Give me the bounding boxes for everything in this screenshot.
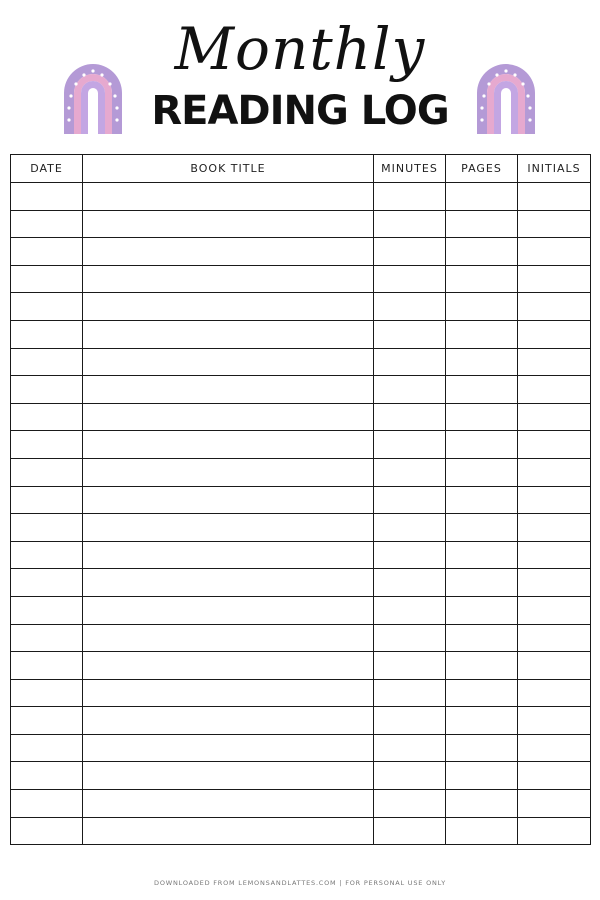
log-cell-date[interactable] (11, 707, 83, 735)
log-cell-date[interactable] (11, 486, 83, 514)
log-cell-minutes[interactable] (374, 790, 446, 818)
log-cell-minutes[interactable] (374, 707, 446, 735)
column-header-book-title: BOOK TITLE (83, 155, 374, 183)
table-row (11, 403, 591, 431)
log-cell-minutes[interactable] (374, 569, 446, 597)
log-cell-initials[interactable] (518, 790, 591, 818)
log-cell-pages[interactable] (446, 596, 518, 624)
log-cell-minutes[interactable] (374, 183, 446, 211)
log-cell-initials[interactable] (518, 210, 591, 238)
page-title: READING LOG (151, 88, 449, 134)
log-cell-minutes[interactable] (374, 403, 446, 431)
log-cell-date[interactable] (11, 238, 83, 266)
log-cell-minutes[interactable] (374, 458, 446, 486)
log-cell-pages[interactable] (446, 707, 518, 735)
log-cell-initials[interactable] (518, 238, 591, 266)
log-cell-book-title[interactable] (83, 210, 374, 238)
column-header-pages: PAGES (446, 155, 518, 183)
table-row (11, 624, 591, 652)
log-cell-minutes[interactable] (374, 348, 446, 376)
log-cell-book-title[interactable] (83, 541, 374, 569)
log-cell-date[interactable] (11, 210, 83, 238)
table-row (11, 486, 591, 514)
log-cell-book-title[interactable] (83, 817, 374, 845)
log-cell-initials[interactable] (518, 458, 591, 486)
log-cell-initials[interactable] (518, 320, 591, 348)
log-cell-minutes[interactable] (374, 541, 446, 569)
log-cell-initials[interactable] (518, 652, 591, 680)
log-cell-date[interactable] (11, 376, 83, 404)
log-cell-initials[interactable] (518, 265, 591, 293)
log-cell-pages[interactable] (446, 817, 518, 845)
log-cell-minutes[interactable] (374, 624, 446, 652)
log-cell-initials[interactable] (518, 707, 591, 735)
table-row (11, 652, 591, 680)
table-row (11, 210, 591, 238)
log-cell-minutes[interactable] (374, 238, 446, 266)
table-row (11, 458, 591, 486)
log-cell-initials[interactable] (518, 403, 591, 431)
log-cell-date[interactable] (11, 183, 83, 211)
log-cell-book-title[interactable] (83, 431, 374, 459)
log-cell-date[interactable] (11, 348, 83, 376)
log-cell-date[interactable] (11, 624, 83, 652)
log-cell-date[interactable] (11, 679, 83, 707)
log-cell-pages[interactable] (446, 734, 518, 762)
log-cell-book-title[interactable] (83, 624, 374, 652)
column-header-initials: INITIALS (518, 155, 591, 183)
log-cell-book-title[interactable] (83, 293, 374, 321)
table-header-row (11, 155, 591, 183)
log-cell-minutes[interactable] (374, 734, 446, 762)
log-cell-initials[interactable] (518, 514, 591, 542)
log-cell-pages[interactable] (446, 486, 518, 514)
log-cell-date[interactable] (11, 790, 83, 818)
table-row (11, 348, 591, 376)
column-header-minutes: MINUTES (374, 155, 446, 183)
log-cell-pages[interactable] (446, 320, 518, 348)
log-cell-pages[interactable] (446, 624, 518, 652)
log-cell-book-title[interactable] (83, 486, 374, 514)
log-cell-minutes[interactable] (374, 652, 446, 680)
log-cell-initials[interactable] (518, 183, 591, 211)
table-row (11, 790, 591, 818)
table-row (11, 293, 591, 321)
log-cell-initials[interactable] (518, 596, 591, 624)
log-cell-book-title[interactable] (83, 652, 374, 680)
log-cell-book-title[interactable] (83, 265, 374, 293)
log-cell-date[interactable] (11, 734, 83, 762)
log-cell-date[interactable] (11, 652, 83, 680)
log-cell-book-title[interactable] (83, 403, 374, 431)
log-cell-pages[interactable] (446, 652, 518, 680)
table-row (11, 265, 591, 293)
log-cell-pages[interactable] (446, 403, 518, 431)
log-cell-date[interactable] (11, 762, 83, 790)
log-cell-pages[interactable] (446, 679, 518, 707)
table-row (11, 707, 591, 735)
log-cell-initials[interactable] (518, 569, 591, 597)
log-cell-pages[interactable] (446, 348, 518, 376)
log-cell-pages[interactable] (446, 238, 518, 266)
footer-text: DOWNLOADED FROM LEMONSANDLATTES.COM | FOR PERSONAL USE ONLY (154, 879, 446, 887)
log-cell-date[interactable] (11, 541, 83, 569)
page-title-script: Monthly (174, 15, 426, 83)
log-cell-date[interactable] (11, 431, 83, 459)
log-cell-book-title[interactable] (83, 569, 374, 597)
log-cell-minutes[interactable] (374, 210, 446, 238)
table-row (11, 762, 591, 790)
log-cell-book-title[interactable] (83, 707, 374, 735)
log-cell-minutes[interactable] (374, 431, 446, 459)
log-cell-pages[interactable] (446, 514, 518, 542)
log-cell-initials[interactable] (518, 348, 591, 376)
log-cell-initials[interactable] (518, 679, 591, 707)
log-cell-date[interactable] (11, 514, 83, 542)
table-row (11, 734, 591, 762)
rainbow-icon (62, 62, 124, 134)
log-cell-pages[interactable] (446, 458, 518, 486)
log-cell-minutes[interactable] (374, 293, 446, 321)
log-cell-initials[interactable] (518, 541, 591, 569)
rainbow-icon (475, 62, 537, 134)
log-cell-minutes[interactable] (374, 762, 446, 790)
log-cell-book-title[interactable] (83, 790, 374, 818)
table-row (11, 431, 591, 459)
table-row (11, 569, 591, 597)
log-cell-initials[interactable] (518, 431, 591, 459)
log-cell-initials[interactable] (518, 486, 591, 514)
log-cell-date[interactable] (11, 596, 83, 624)
log-cell-date[interactable] (11, 293, 83, 321)
log-cell-book-title[interactable] (83, 596, 374, 624)
log-cell-minutes[interactable] (374, 817, 446, 845)
log-cell-initials[interactable] (518, 817, 591, 845)
log-cell-date[interactable] (11, 403, 83, 431)
table-row (11, 679, 591, 707)
log-cell-minutes[interactable] (374, 376, 446, 404)
log-cell-book-title[interactable] (83, 320, 374, 348)
log-cell-date[interactable] (11, 569, 83, 597)
log-cell-book-title[interactable] (83, 376, 374, 404)
table-row (11, 596, 591, 624)
log-cell-initials[interactable] (518, 734, 591, 762)
log-cell-pages[interactable] (446, 210, 518, 238)
table-row (11, 541, 591, 569)
log-cell-minutes[interactable] (374, 320, 446, 348)
column-header-date: DATE (11, 155, 83, 183)
log-cell-book-title[interactable] (83, 762, 374, 790)
log-cell-book-title[interactable] (83, 679, 374, 707)
log-cell-minutes[interactable] (374, 265, 446, 293)
log-cell-book-title[interactable] (83, 458, 374, 486)
log-cell-initials[interactable] (518, 376, 591, 404)
log-cell-minutes[interactable] (374, 679, 446, 707)
table-row (11, 514, 591, 542)
log-cell-book-title[interactable] (83, 183, 374, 211)
log-cell-book-title[interactable] (83, 238, 374, 266)
log-cell-pages[interactable] (446, 293, 518, 321)
log-cell-date[interactable] (11, 320, 83, 348)
log-cell-date[interactable] (11, 265, 83, 293)
log-cell-date[interactable] (11, 458, 83, 486)
log-cell-pages[interactable] (446, 762, 518, 790)
table-row (11, 817, 591, 845)
log-cell-pages[interactable] (446, 569, 518, 597)
log-cell-book-title[interactable] (83, 734, 374, 762)
log-cell-date[interactable] (11, 817, 83, 845)
log-cell-initials[interactable] (518, 762, 591, 790)
reading-log-table (10, 154, 591, 845)
log-cell-pages[interactable] (446, 265, 518, 293)
log-cell-book-title[interactable] (83, 514, 374, 542)
log-cell-initials[interactable] (518, 293, 591, 321)
log-cell-pages[interactable] (446, 790, 518, 818)
log-cell-initials[interactable] (518, 624, 591, 652)
log-cell-pages[interactable] (446, 183, 518, 211)
log-cell-minutes[interactable] (374, 514, 446, 542)
log-cell-pages[interactable] (446, 376, 518, 404)
log-cell-pages[interactable] (446, 431, 518, 459)
log-cell-minutes[interactable] (374, 486, 446, 514)
table-body (11, 183, 591, 845)
table-row (11, 320, 591, 348)
table-row (11, 238, 591, 266)
log-cell-pages[interactable] (446, 541, 518, 569)
log-cell-book-title[interactable] (83, 348, 374, 376)
table-row (11, 183, 591, 211)
table-row (11, 376, 591, 404)
log-cell-minutes[interactable] (374, 596, 446, 624)
